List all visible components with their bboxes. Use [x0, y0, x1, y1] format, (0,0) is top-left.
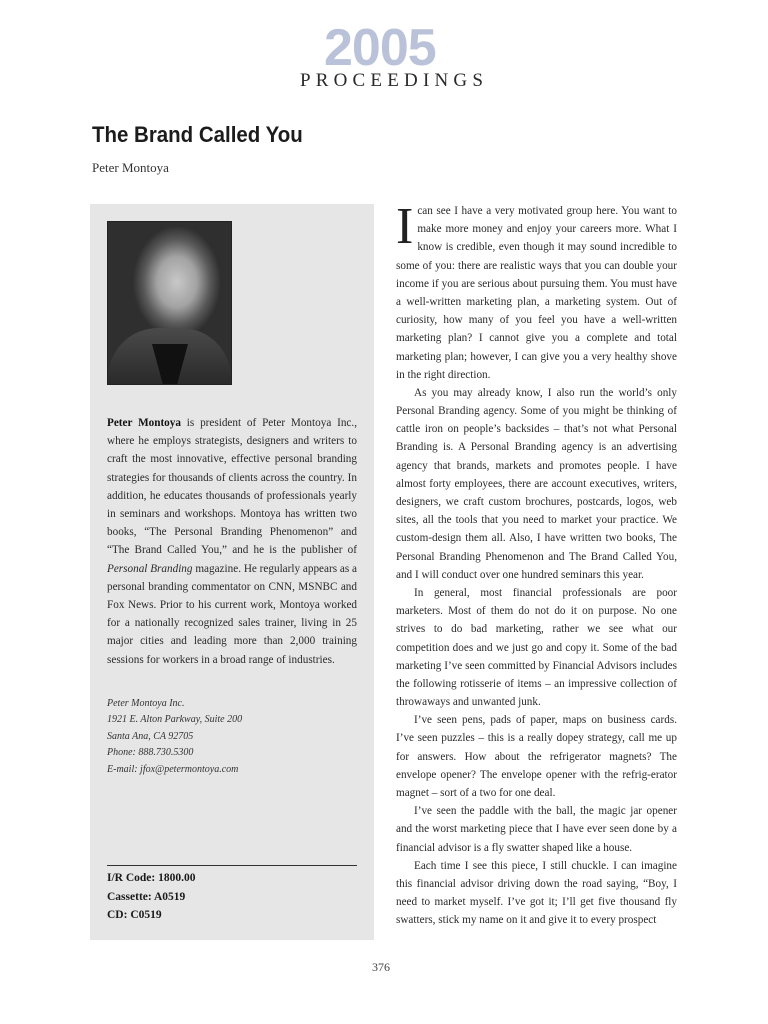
drop-cap: I: [396, 198, 414, 255]
header-label: PROCEEDINGS: [300, 70, 489, 91]
bio-text-1: is president of Peter Montoya Inc., where he employs strategists, designers and writers to craft the most innovative, effective personal branding strategies for thousands of clients across the country. In addition, he educates thousands of professionals yearly in seminars and workshops. Montoya has written two books, “The Personal Branding Phenomenon” and “The Brand Called You,” and he is the publisher of: [107, 417, 357, 557]
paragraph-text: can see I have a very motivated group here. You want to make more money and enjoy your careers more. What I know is credible, even though it may sound incredible to some of you: there are realistic ways that you can double your income if you are serious about pursuing them. You must have a well-written marketing plan, a marketing system. Out of curiosity, how many of you feel you have a well-written marketing plan? I cannot give you a complete and total marketing plan; however, I can give you a very healthy shove in the right direction.: [396, 205, 677, 381]
author-photo: [107, 221, 232, 385]
body-paragraph: I’ve seen pens, pads of paper, maps on business cards. I’ve seen puzzles – this is a really dopey strategy, call me up for answers. How about the refrigerator magnets? The envelope opener? The envelope opener with the refrig-erator magnet – sort of a two for one deal.: [396, 714, 677, 799]
contact-block: [107, 696, 357, 778]
contact-address: 1921 E. Alton Parkway, Suite 200: [107, 714, 243, 726]
article-author: Peter Montoya: [92, 160, 169, 175]
body-paragraph: In general, most financial professionals are poor marketers. Most of them do not do it on purpose. No one strives to do bad marketing, rather we see what our competition does and we just go and copy it. Some of the bad marketing I’ve seen committed by Financial Advisors includes the following rotisserie of items – an impressive collection of throwaways and unwanted junk.: [396, 586, 677, 709]
contact-email: E-mail: jfox@petermontoya.com: [107, 763, 239, 775]
author-sidebar: [90, 204, 374, 940]
author-bio: [107, 414, 357, 669]
article-body: [396, 198, 677, 930]
ir-code: I/R Code: 1800.00: [107, 872, 196, 884]
body-paragraph: [396, 198, 677, 384]
body-paragraph: Each time I see this piece, I still chuckle. I can imagine this financial advisor driving down the road saying, “Boy, I need to market myself. I’ve got it; I’ll get five thousand fly swatters, stick my name on it and give it to every prospect: [396, 859, 677, 927]
bio-text-2: magazine. He regularly appears as a personal branding commentator on CNN, MSNBC and Fox News. Prior to his current work, Montoya worked for a nationally recognized sales trainer, living in 25 major cities and leading more than 2,000 training sessions for workers in a broad range of industries.: [107, 562, 357, 666]
body-paragraph: I’ve seen the paddle with the ball, the magic jar opener and the worst marketing piece that I have ever seen done by a financial advisor is a fly swatter shaped like a house.: [396, 805, 677, 854]
header-year: 2005: [324, 19, 436, 77]
page-number: 376: [372, 960, 390, 974]
bio-name: Peter Montoya: [107, 417, 181, 429]
cassette-code: Cassette: A0519: [107, 890, 186, 903]
contact-city: Santa Ana, CA 92705: [107, 730, 194, 742]
article-title: The Brand Called You: [92, 122, 303, 147]
bio-magazine: Personal Branding: [107, 562, 193, 575]
cd-code: CD: C0519: [107, 909, 162, 921]
codes-divider: [107, 865, 357, 866]
body-paragraph: As you may already know, I also run the world’s only Personal Branding agency. Some of you might be thinking of cattle iron on people’s backsides – that’s not what Personal Branding is. A Personal Branding agency is an advertising agency that brands, markets and promotes people. I have almost forty employees, there are account executives, writers, designers, we craft custom brochures, postcards, logos, web sites, all the tools that you need to market your practice. We custom-design them all. Also, I have written two books, The Personal Branding Phenomenon and The Brand Called You, and I will conduct over one hundred seminars this year.: [396, 386, 677, 581]
contact-company: Peter Montoya Inc.: [107, 698, 185, 709]
contact-phone: Phone: 888.730.5300: [107, 747, 194, 759]
codes-block: [107, 869, 357, 925]
